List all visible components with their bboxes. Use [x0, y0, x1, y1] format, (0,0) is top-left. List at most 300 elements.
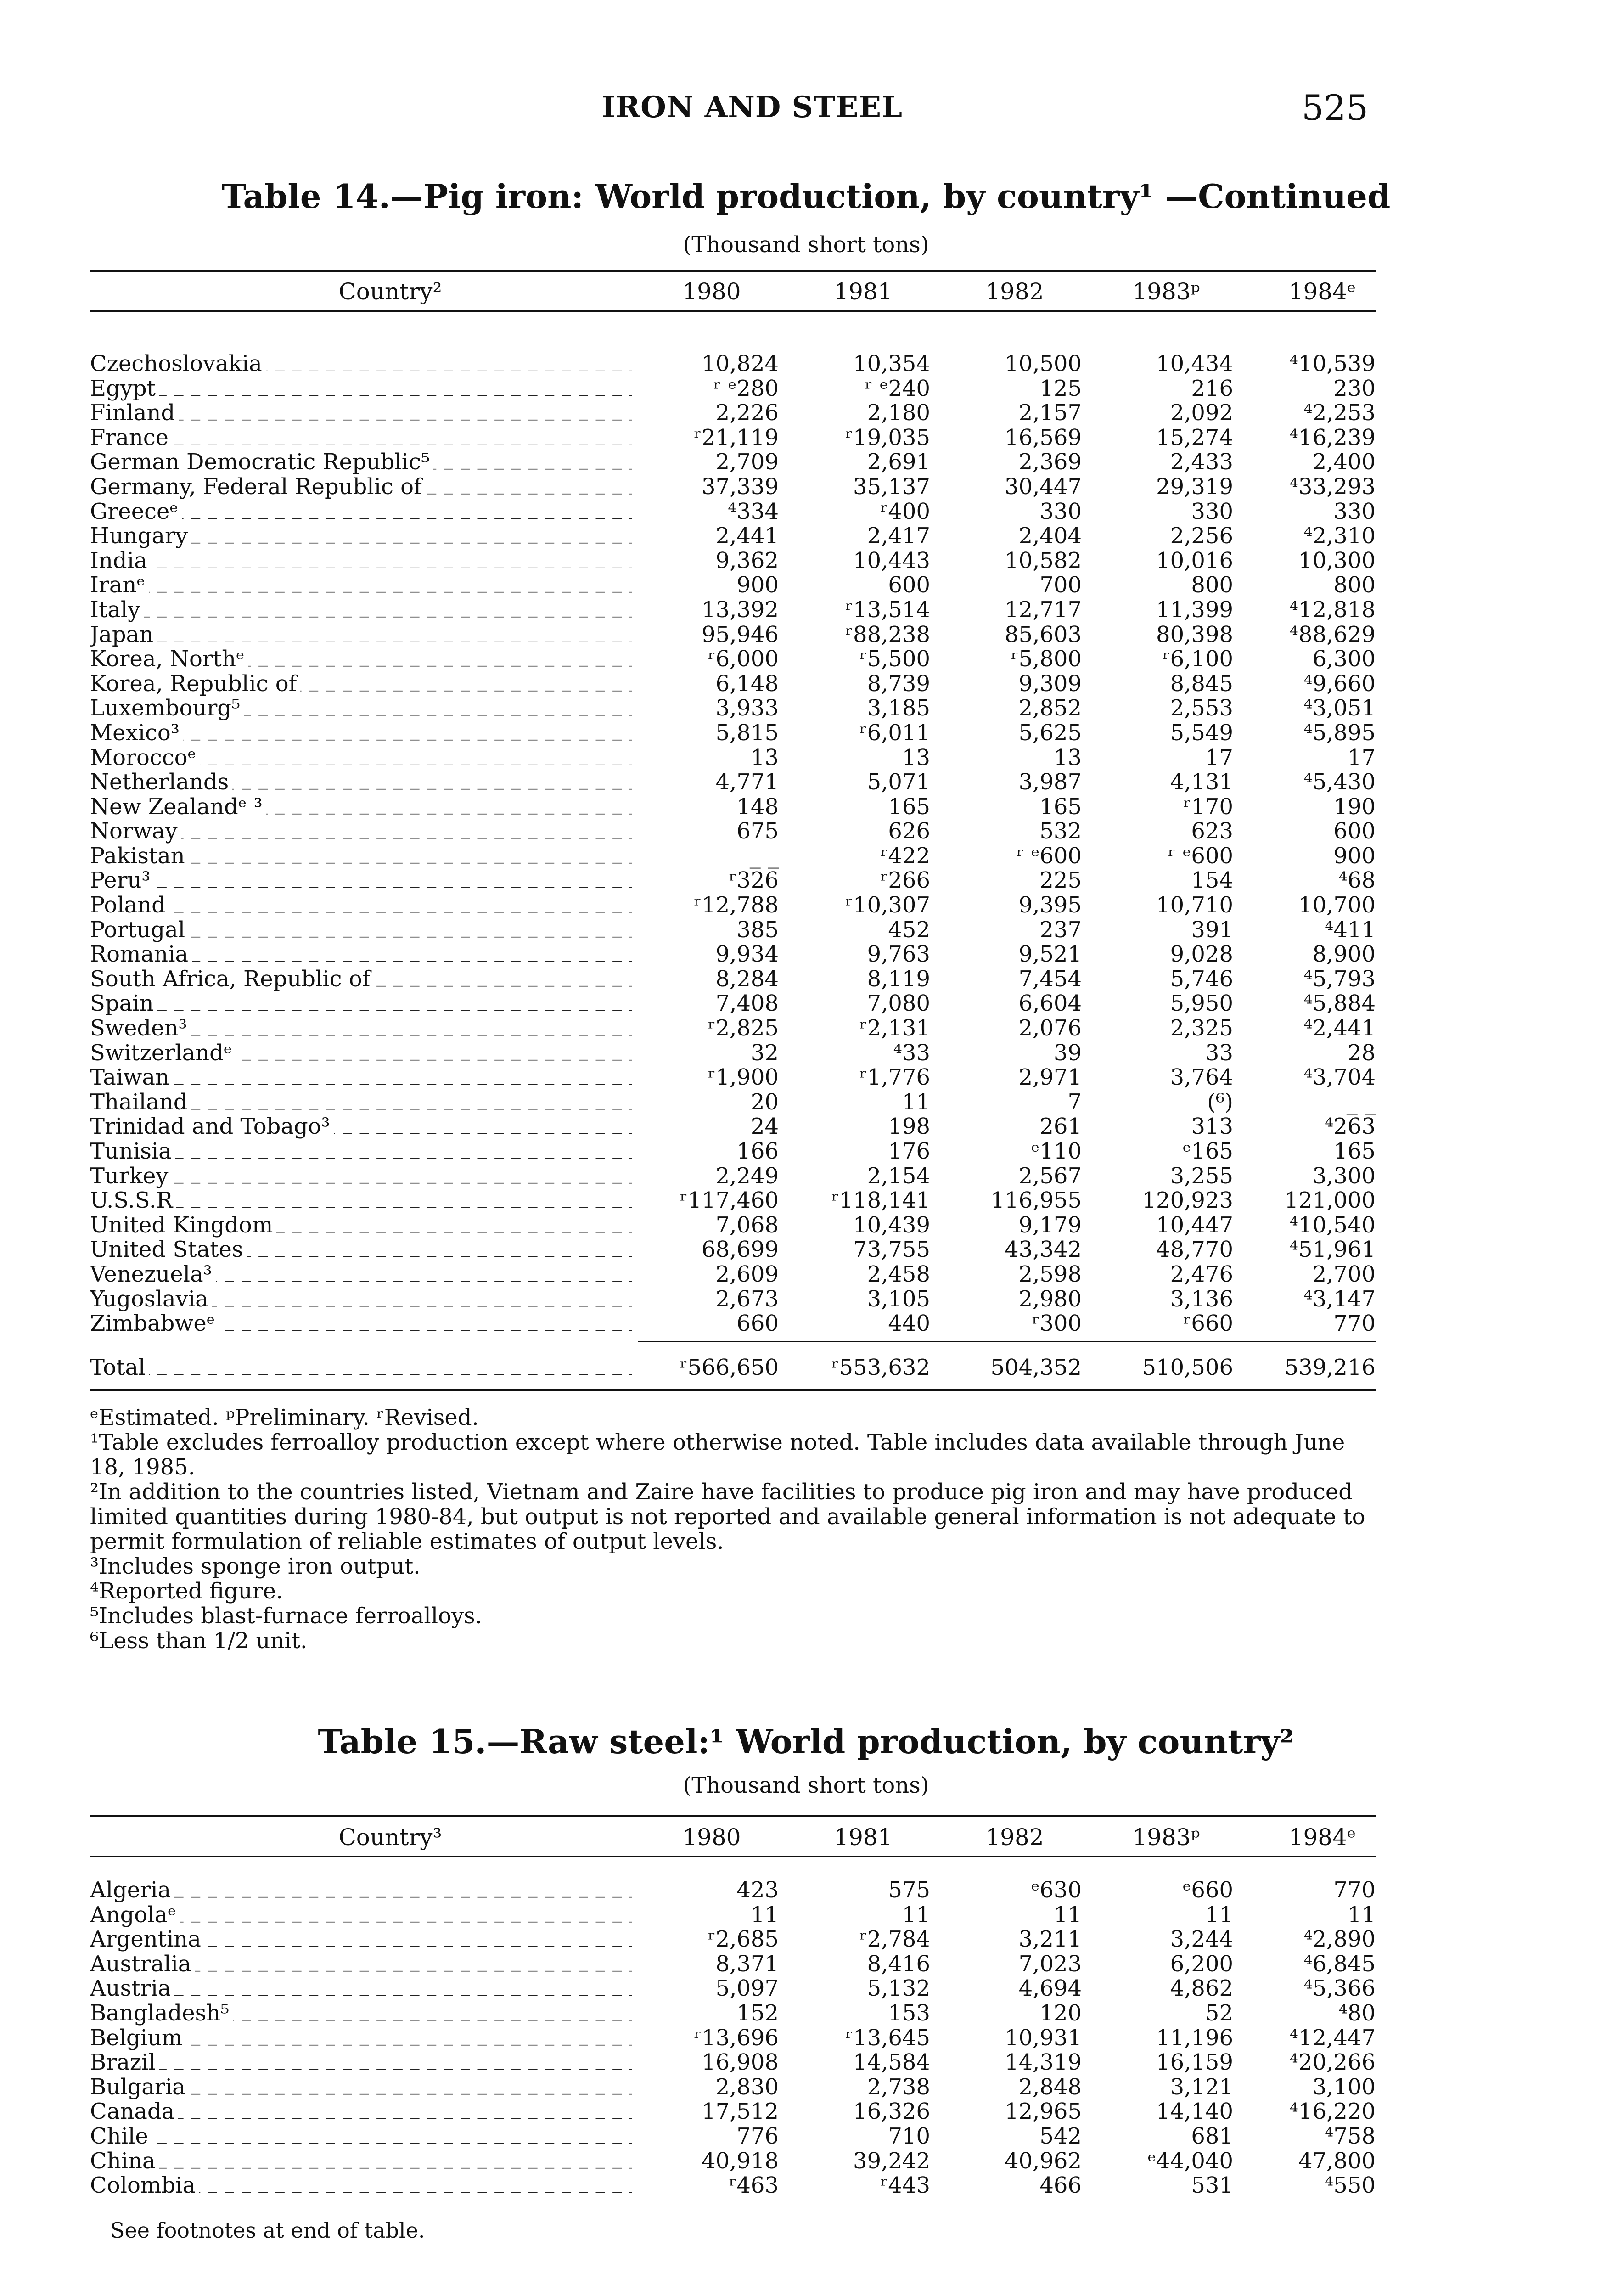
value-cell: 17,512 [702, 2099, 779, 2125]
table14-header-1982: 1982 [985, 278, 1044, 305]
table-row [90, 1311, 1376, 1336]
value-cell: ⁴10,539 [1289, 351, 1376, 377]
value-cell: 37,339 [702, 473, 779, 500]
value-cell: 10,824 [702, 351, 779, 377]
country-name [90, 967, 632, 992]
value-cell: 7 [1067, 1089, 1082, 1115]
country-label: Bulgaria [90, 2075, 189, 2100]
table-row [90, 2075, 1376, 2100]
value-cell: ʳ12,788 [694, 892, 779, 918]
value-cell: ⁴33,293 [1289, 473, 1376, 500]
value-cell: 3,300 [1312, 1163, 1376, 1189]
value-cell: 154 [1191, 867, 1233, 894]
table-row [90, 1164, 1376, 1189]
value-cell: 165 [1333, 1138, 1376, 1164]
country-name [90, 1041, 632, 1066]
country-name [90, 770, 632, 795]
value-cell: 152 [736, 2000, 779, 2026]
value-cell: ⁴5,895 [1303, 720, 1376, 746]
country-name [90, 1238, 632, 1262]
value-cell: ʳ118,141 [831, 1187, 930, 1214]
table15-subtitle: (Thousand short tons) [683, 1773, 929, 1798]
value-cell: 24 [750, 1114, 779, 1140]
country-label: Brazil [90, 2050, 159, 2075]
value-cell: ʳ13,696 [694, 2025, 779, 2051]
value-cell: 330 [1191, 498, 1233, 524]
value-cell: 2,673 [715, 1286, 779, 1312]
value-cell: 3,987 [1018, 769, 1082, 795]
table14-header-1981: 1981 [834, 278, 893, 305]
country-label: Korea, Northᵉ [90, 647, 248, 672]
country-label: Pakistan [90, 844, 189, 869]
value-cell: ⁴6,845 [1303, 1951, 1376, 1977]
country-label: U.S.S.R [90, 1188, 176, 1213]
value-cell: 261 [1039, 1114, 1082, 1140]
value-cell: 2,738 [867, 2074, 930, 2100]
country-name [90, 746, 632, 771]
value-cell: 11 [1053, 1902, 1082, 1928]
value-cell: ʳ300 [1032, 1311, 1082, 1337]
value-cell: 660 [736, 1311, 779, 1337]
table-row [90, 1213, 1376, 1238]
value-cell: _ _ [749, 843, 779, 869]
value-cell: 2,476 [1170, 1261, 1233, 1287]
country-name [90, 598, 632, 623]
value-cell: 10,016 [1156, 547, 1233, 574]
value-cell: 2,458 [867, 1261, 930, 1287]
value-cell: ʳ2,825 [708, 1015, 779, 1041]
country-label: Egypt [90, 377, 159, 401]
value-cell: ⁴2,310 [1303, 523, 1376, 549]
value-cell: 15,274 [1156, 424, 1233, 450]
value-cell: 2,157 [1018, 400, 1082, 426]
value-cell: 11 [902, 1902, 930, 1928]
value-cell: 120,923 [1142, 1187, 1233, 1214]
table-row [90, 500, 1376, 524]
value-cell: ʳ400 [880, 498, 930, 524]
value-cell: ⁴16,239 [1289, 424, 1376, 450]
country-label: Algeria [90, 1878, 174, 1903]
country-label: Zimbabweᵉ [90, 1311, 219, 1336]
value-cell: ʳ1,900 [708, 1064, 779, 1091]
table-row [90, 1287, 1376, 1312]
value-cell: ʳ266 [880, 867, 930, 894]
value-cell: ᵉ660 [1182, 1877, 1233, 1903]
country-name [90, 2050, 632, 2075]
table-row [90, 893, 1376, 918]
table-row [90, 1041, 1376, 1066]
table-row [90, 746, 1376, 771]
value-cell: 8,845 [1170, 670, 1233, 697]
country-name [90, 2099, 632, 2124]
value-cell: 165 [1039, 793, 1082, 820]
value-cell: 10,710 [1156, 892, 1233, 918]
value-cell: 10,443 [853, 547, 930, 574]
value-cell: 2,226 [715, 400, 779, 426]
value-cell: ⁴3,704 [1303, 1064, 1376, 1091]
table14-subtitle: (Thousand short tons) [683, 232, 929, 258]
value-cell: 5,815 [715, 720, 779, 746]
value-cell: ⁴263 [1325, 1114, 1376, 1140]
country-name [90, 377, 632, 401]
value-cell: ʳ ᵉ280 [713, 375, 779, 401]
value-cell: 542 [1039, 2123, 1082, 2149]
value-cell: 3,136 [1170, 1286, 1233, 1312]
country-label: Chile [90, 2124, 152, 2149]
country-label: Luxembourg⁵ [90, 696, 244, 721]
value-cell: 20 [750, 1089, 779, 1115]
table-row [90, 573, 1376, 598]
page-number: 525 [1302, 87, 1369, 128]
value-cell: 2,369 [1018, 449, 1082, 475]
table15-body [90, 1878, 1376, 2198]
total-value: 504,352 [990, 1355, 1082, 1380]
running-header-title: IRON AND STEEL [601, 90, 903, 124]
country-label: Moroccoᵉ [90, 746, 200, 771]
value-cell: 17 [1205, 744, 1233, 771]
value-cell: ʳ13,514 [845, 597, 930, 623]
country-label: Peru³ [90, 868, 154, 893]
value-cell: 10,354 [853, 351, 930, 377]
value-cell: 2,404 [1018, 523, 1082, 549]
country-label: Angolaᵉ [90, 1903, 180, 1928]
table14-header-rule [90, 310, 1376, 312]
table-row [90, 721, 1376, 746]
value-cell: 14,140 [1156, 2099, 1233, 2125]
country-name [90, 819, 632, 844]
value-cell: 10,439 [853, 1212, 930, 1238]
value-cell: ⁴9,660 [1303, 670, 1376, 697]
table-row [90, 475, 1376, 500]
value-cell: 225 [1039, 867, 1082, 894]
country-label: Poland [90, 893, 169, 918]
footnote: ⁵Includes blast-furnace ferroalloys. [90, 1603, 483, 1629]
value-cell: ⁴88,629 [1289, 621, 1376, 647]
country-label: Netherlands [90, 770, 232, 795]
value-cell: 5,097 [715, 1975, 779, 2002]
country-name [90, 721, 632, 746]
value-cell: _ _ [1346, 1089, 1376, 1115]
country-label: Austria [90, 1976, 174, 2001]
country-name [90, 1065, 632, 1090]
value-cell: 8,416 [867, 1951, 930, 1977]
country-name [90, 573, 632, 598]
value-cell: 3,211 [1018, 1926, 1082, 1953]
value-cell: ʳ ᵉ600 [1168, 843, 1233, 869]
value-cell: 5,950 [1170, 990, 1233, 1017]
table14-title: Table 14.—Pig iron: World production, by country¹ —Continued [221, 177, 1391, 216]
value-cell: ⁴20,266 [1289, 2049, 1376, 2076]
country-label: Thailand [90, 1090, 191, 1115]
value-cell: ⁴3,051 [1303, 695, 1376, 721]
country-label: German Democratic Republic⁵ [90, 450, 433, 475]
value-cell: 9,763 [867, 941, 930, 968]
value-cell: 9,179 [1018, 1212, 1082, 1238]
value-cell: ⁴758 [1325, 2123, 1376, 2149]
country-label: Trinidad and Tobago³ [90, 1114, 334, 1139]
country-name [90, 524, 632, 549]
country-name [90, 647, 632, 672]
table14-bottom-rule [90, 1389, 1376, 1391]
table-row [90, 2173, 1376, 2198]
country-label: Romania [90, 942, 192, 967]
table-row [90, 2026, 1376, 2051]
value-cell: ʳ463 [729, 2172, 779, 2199]
total-label: Total [90, 1356, 149, 1380]
table-row [90, 967, 1376, 992]
value-cell: 3,244 [1170, 1926, 1233, 1953]
value-cell: 39 [1053, 1040, 1082, 1066]
country-label: Switzerlandᵉ [90, 1041, 236, 1066]
value-cell: 40,918 [702, 2148, 779, 2174]
table-row [90, 770, 1376, 795]
country-name [90, 1287, 632, 1312]
value-cell: 11 [1205, 1902, 1233, 1928]
value-cell: 531 [1191, 2172, 1233, 2199]
table-row [90, 1016, 1376, 1041]
footnote: ⁶Less than 1/2 unit. [90, 1628, 308, 1654]
country-label: Germany, Federal Republic of [90, 475, 426, 500]
country-name [90, 1188, 632, 1213]
value-cell: ʳ13,645 [845, 2025, 930, 2051]
value-cell: ʳ6,100 [1162, 646, 1233, 672]
table-row [90, 1262, 1376, 1287]
total-row [90, 1356, 1376, 1380]
value-cell: ⁴5,793 [1303, 966, 1376, 992]
country-name [90, 1927, 632, 1952]
country-label: South Africa, Republic of [90, 967, 374, 992]
value-cell: 13,392 [702, 597, 779, 623]
country-label: Korea, Republic of [90, 672, 300, 697]
value-cell: 3,105 [867, 1286, 930, 1312]
table14-header-1984: 1984ᵉ [1288, 278, 1356, 305]
table14-total [90, 1356, 1376, 1380]
table-row [90, 795, 1376, 820]
value-cell: 14,584 [853, 2049, 930, 2076]
value-cell: 116,955 [990, 1187, 1082, 1214]
value-cell: 2,609 [715, 1261, 779, 1287]
value-cell: 2,700 [1312, 1261, 1376, 1287]
table-row [90, 918, 1376, 943]
table-row [90, 1927, 1376, 1952]
value-cell: 30,447 [1005, 473, 1082, 500]
country-label: Mexico³ [90, 721, 183, 746]
table14-header-1983: 1983ᵖ [1132, 278, 1200, 305]
table-row [90, 2124, 1376, 2149]
value-cell: 85,603 [1005, 621, 1082, 647]
value-cell: ʳ2,685 [708, 1926, 779, 1953]
country-name [90, 1311, 632, 1336]
value-cell: 9,395 [1018, 892, 1082, 918]
value-cell: 7,068 [715, 1212, 779, 1238]
value-cell: ʳ6,011 [859, 720, 930, 746]
value-cell: 2,980 [1018, 1286, 1082, 1312]
country-label: Spain [90, 991, 157, 1016]
table14-top-rule [90, 270, 1376, 272]
value-cell: 770 [1333, 1311, 1376, 1337]
value-cell: ⁴10,540 [1289, 1212, 1376, 1238]
country-name [90, 2075, 632, 2100]
table-row [90, 1090, 1376, 1115]
country-label: New Zealandᵉ ³ [90, 795, 266, 820]
country-label: Bangladesh⁵ [90, 2001, 233, 2026]
value-cell: ⁴33 [893, 1040, 930, 1066]
total-label-cell [90, 1356, 632, 1380]
country-label: Portugal [90, 918, 189, 943]
value-cell: 2,553 [1170, 695, 1233, 721]
country-name [90, 2173, 632, 2198]
table15-header-country: Country³ [338, 1824, 442, 1851]
value-cell: 28 [1347, 1040, 1376, 1066]
value-cell: 2,325 [1170, 1015, 1233, 1041]
value-cell: 190 [1333, 793, 1376, 820]
value-cell: 330 [1039, 498, 1082, 524]
country-name [90, 426, 632, 450]
table-row [90, 401, 1376, 426]
table-row [90, 942, 1376, 967]
value-cell: 4,131 [1170, 769, 1233, 795]
footnote: ⁴Reported figure. [90, 1578, 283, 1604]
value-cell: 32 [750, 1040, 779, 1066]
country-label: Australia [90, 1952, 195, 1977]
value-cell: ʳ10,307 [845, 892, 930, 918]
value-cell: 2,848 [1018, 2074, 1082, 2100]
value-cell: 16,326 [853, 2099, 930, 2125]
value-cell: 176 [888, 1138, 930, 1164]
value-cell: 10,447 [1156, 1212, 1233, 1238]
value-cell: 11 [750, 1902, 779, 1928]
value-cell: 9,028 [1170, 941, 1233, 968]
value-cell: 80,398 [1156, 621, 1233, 647]
value-cell: 11 [902, 1089, 930, 1115]
footnote: ᵉEstimated. ᵖPreliminary. ʳRevised. [90, 1405, 479, 1430]
value-cell: 440 [888, 1311, 930, 1337]
value-cell: 7,023 [1018, 1951, 1082, 1977]
table-row [90, 598, 1376, 623]
value-cell: 710 [888, 2123, 930, 2149]
value-cell: 47,800 [1298, 2148, 1376, 2174]
country-name [90, 795, 632, 820]
value-cell: 2,433 [1170, 449, 1233, 475]
value-cell: 2,852 [1018, 695, 1082, 721]
table15-header-1982: 1982 [985, 1824, 1044, 1851]
value-cell: 14,319 [1005, 2049, 1082, 2076]
value-cell: 681 [1191, 2123, 1233, 2149]
value-cell: 800 [1191, 572, 1233, 598]
value-cell: ⁴5,430 [1303, 769, 1376, 795]
value-cell: 600 [888, 572, 930, 598]
country-name [90, 942, 632, 967]
value-cell: 166 [736, 1138, 779, 1164]
value-cell: 452 [888, 917, 930, 943]
value-cell: 10,500 [1005, 351, 1082, 377]
value-cell: ⁴16,220 [1289, 2099, 1376, 2125]
value-cell: 48,770 [1156, 1237, 1233, 1263]
table-row [90, 868, 1376, 893]
value-cell: ⁴2,253 [1303, 400, 1376, 426]
table-row [90, 1903, 1376, 1928]
value-cell: ʳ443 [880, 2172, 930, 2199]
table-row [90, 450, 1376, 475]
value-cell: 13 [1053, 744, 1082, 771]
value-cell: 2,441 [715, 523, 779, 549]
country-name [90, 1262, 632, 1287]
country-name [90, 1139, 632, 1164]
country-label: Finland [90, 401, 179, 426]
table-row [90, 1139, 1376, 1164]
value-cell: ʳ5,500 [859, 646, 930, 672]
value-cell: 2,076 [1018, 1015, 1082, 1041]
table-row [90, 2001, 1376, 2026]
value-cell: 7,454 [1018, 966, 1082, 992]
value-cell: 13 [902, 744, 930, 771]
country-name [90, 1903, 632, 1928]
table-row [90, 991, 1376, 1016]
value-cell: ʳ ᵉ600 [1016, 843, 1082, 869]
value-cell: ⁴12,818 [1289, 597, 1376, 623]
value-cell: 216 [1191, 375, 1233, 401]
value-cell: 6,300 [1312, 646, 1376, 672]
value-cell: 10,582 [1005, 547, 1082, 574]
value-cell: ʳ2,784 [859, 1926, 930, 1953]
table-row [90, 352, 1376, 377]
value-cell: 330 [1333, 498, 1376, 524]
value-cell: 16,159 [1156, 2049, 1233, 2076]
country-name [90, 401, 632, 426]
country-name [90, 2124, 632, 2149]
value-cell: 532 [1039, 818, 1082, 844]
table15-title: Table 15.—Raw steel:¹ World production, by country² [318, 1722, 1294, 1761]
country-name [90, 475, 632, 500]
value-cell: 29,319 [1156, 473, 1233, 500]
total-value: 510,506 [1142, 1355, 1233, 1380]
table14-body [90, 352, 1376, 1336]
table-row [90, 2050, 1376, 2075]
value-cell: 9,362 [715, 547, 779, 574]
total-value: ʳ553,632 [831, 1355, 930, 1380]
value-cell: 626 [888, 818, 930, 844]
value-cell: 6,604 [1018, 990, 1082, 1017]
value-cell: 12,965 [1005, 2099, 1082, 2125]
table-row [90, 1976, 1376, 2001]
country-name [90, 868, 632, 893]
value-cell: 575 [888, 1877, 930, 1903]
country-label: China [90, 2149, 159, 2174]
value-cell: 466 [1039, 2172, 1082, 2199]
total-value: ʳ566,650 [680, 1355, 779, 1380]
value-cell: ⁴80 [1338, 2000, 1376, 2026]
table-row [90, 1952, 1376, 1977]
value-cell: ʳ5,800 [1011, 646, 1082, 672]
value-cell: 313 [1191, 1114, 1233, 1140]
value-cell: ⁴5,884 [1303, 990, 1376, 1017]
value-cell: 3,764 [1170, 1064, 1233, 1091]
country-label: France [90, 426, 172, 450]
country-label: Iranᵉ [90, 573, 149, 598]
country-name [90, 1952, 632, 1977]
value-cell: 2,598 [1018, 1261, 1082, 1287]
value-cell: 120 [1039, 2000, 1082, 2026]
value-cell: 5,549 [1170, 720, 1233, 746]
value-cell: ᵉ110 [1031, 1138, 1082, 1164]
value-cell: (⁶) [1207, 1089, 1233, 1115]
table-row [90, 696, 1376, 721]
value-cell: 16,908 [702, 2049, 779, 2076]
value-cell: 5,746 [1170, 966, 1233, 992]
country-name [90, 623, 632, 647]
value-cell: 11,399 [1156, 597, 1233, 623]
value-cell: 423 [736, 1877, 779, 1903]
